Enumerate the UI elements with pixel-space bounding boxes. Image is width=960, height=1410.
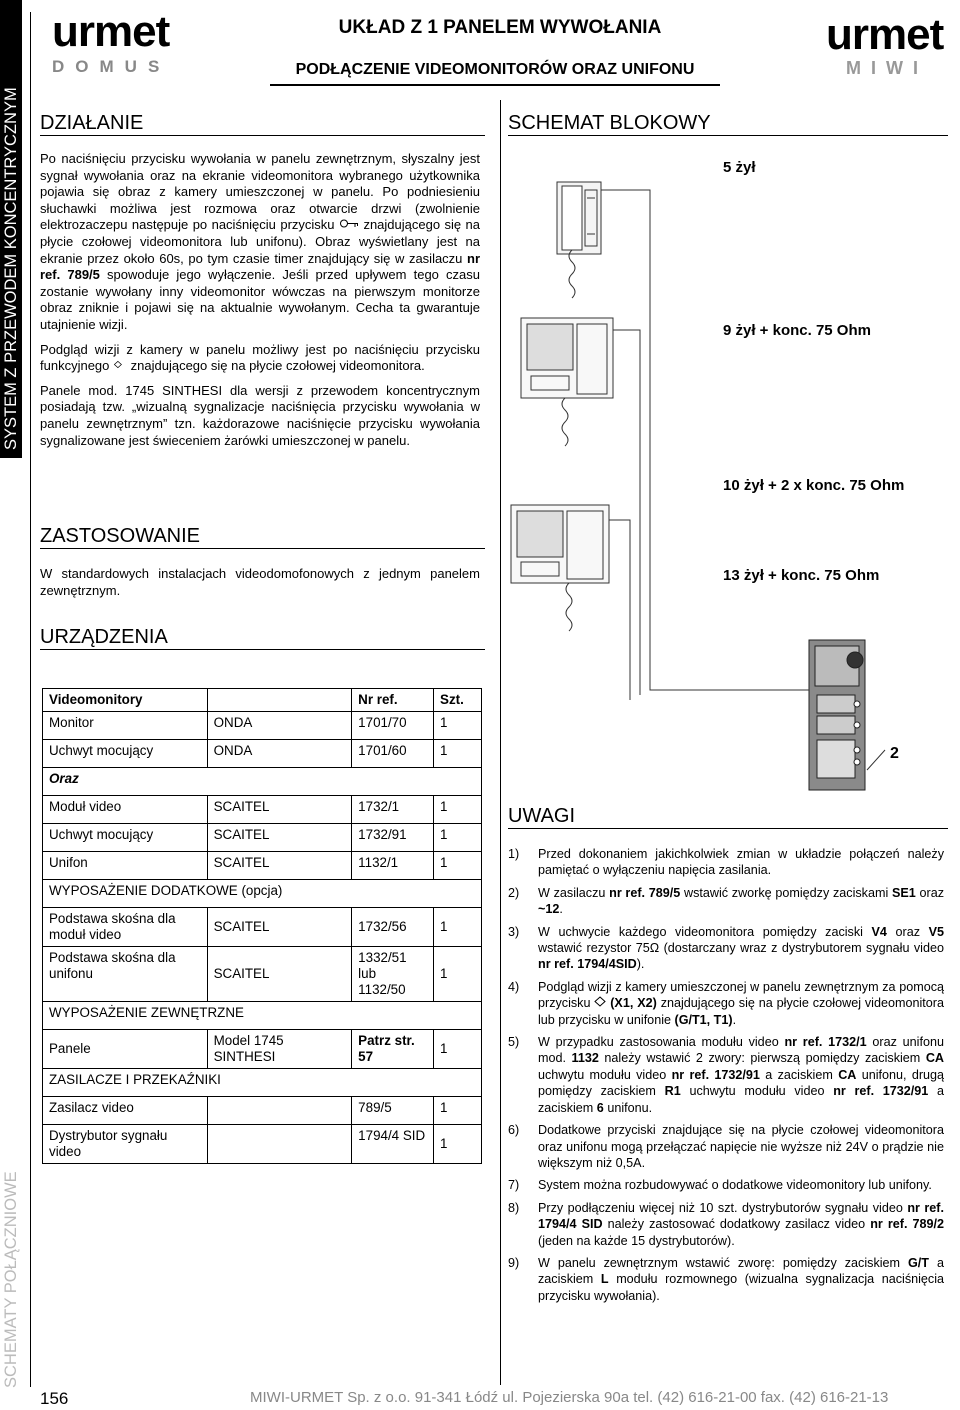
note-part: a zaciskiem [765, 1067, 833, 1082]
note-part: W przypadku zastosowania modułu video [538, 1035, 779, 1050]
dzialanie-para-3: Panele mod. 1745 SINTHESI dla wersji z przewodem koncentrycznym posiadają tzw. „wizualną sygnalizacje naciśnięcia przycisku wywołania w panelu zewnętrznym” tzn. każdorazowe naciśnięcie przycisku wywołania sygnalizowane jest świeceniem żarówki umieszczonej w panelu. [40, 382, 480, 448]
outdoor-panel [809, 640, 865, 790]
table-cell [207, 1097, 352, 1125]
dzialanie-p1-ref: nr ref. 789/5 [40, 250, 480, 283]
note-part: nr ref. 1732/1 [784, 1035, 867, 1050]
dzialanie-p2-a: Podgląd wizji z kamery w panelu możliwy jest po naciśnięciu przycisku funkcyjnego [40, 341, 480, 374]
table-cell: SCAITEL [207, 824, 352, 852]
note-item [508, 846, 944, 879]
table-cell: 1 [434, 908, 482, 947]
note-part: ~12 [538, 902, 560, 917]
dzialanie-text [40, 151, 480, 454]
note-part: V5 [928, 924, 944, 939]
table-cell: 1 [434, 824, 482, 852]
table-section-row [43, 1069, 482, 1097]
note-part: (X1, X2) [610, 996, 657, 1011]
table-cell: SCAITEL [207, 796, 352, 824]
zastosowanie-text: W standardowych instalacjach videodomofonowych z jednym panelem zewnętrznym. [40, 566, 480, 598]
note-part: znajdującego się na płycie czołowej videomonitora lub przycisku w unifonie [538, 996, 944, 1027]
note-part: a zaciskiem [538, 1084, 945, 1115]
table-header-row [43, 689, 482, 712]
table-cell: Unifon [43, 852, 208, 880]
table-row [43, 1125, 482, 1164]
note-part: uchwytu modułu video [538, 1067, 667, 1082]
table-section-cell: WYPOSAŻENIE DODATKOWE (opcja) [43, 880, 482, 908]
sidebar-bottom [0, 1100, 22, 1400]
note-part: wstawić rezystor 75Ω (dostarczany wraz z dystrybutorem sygnału video [538, 941, 944, 956]
table-row [43, 1097, 482, 1125]
note-text [538, 1200, 944, 1249]
note-part: oraz [919, 885, 945, 900]
header-rule [270, 84, 720, 86]
table-header-cell: Videomonitory [43, 689, 208, 712]
table-cell: SCAITEL [207, 947, 352, 1002]
table-cell: 1 [434, 796, 482, 824]
schemat-heading: SCHEMAT BLOKOWY [508, 112, 948, 136]
note-part: V4 [871, 924, 887, 939]
note-part: należy wstawić 2 zwory: pierwszą pomiędzy zaciskiem [604, 1051, 921, 1066]
table-cell: ONDA [207, 712, 352, 740]
note-part: SE1 [892, 885, 916, 900]
table-cell: 1701/70 [352, 712, 434, 740]
table-cell: Panele [43, 1030, 208, 1069]
table-cell [207, 1125, 352, 1164]
note-part: W uchwycie każdego videomonitora pomiędzy zaciski [538, 924, 863, 939]
note-number: 3) [508, 924, 520, 939]
left-vertical-line [30, 12, 31, 1387]
logo-right-sub: MIWI [846, 58, 928, 78]
table-cell: 1 [434, 712, 482, 740]
note-part: G/T [908, 1255, 930, 1270]
note-text: W zasilaczu nr ref. 789/5 wstawić zworkę pomiędzy zaciskami SE1 oraz ~12. [538, 885, 945, 917]
footer-address: MIWI-URMET Sp. z o.o. 91-341 Łódź ul. Pojezierska 90a tel. (42) 616-21-00 fax. (42) 616-21-13 [250, 1389, 889, 1406]
sidebar-top [0, 0, 22, 458]
key-icon [339, 218, 359, 229]
page-subtitle: PODŁĄCZENIE VIDEOMONITORÓW ORAZ UNIFONU [295, 61, 695, 78]
table-cell: 1732/56 [352, 908, 434, 947]
table-cell: Patrz str. 57 [352, 1030, 434, 1069]
note-item [508, 979, 944, 1028]
page-number: 156 [40, 1389, 69, 1408]
note-part: CA [838, 1067, 857, 1082]
wire-label-4: 13 żył + konc. 75 Ohm [723, 567, 880, 584]
note-number: 8) [508, 1200, 520, 1215]
equipment-table [42, 688, 482, 1164]
dzialanie-p2-b: znajdującego się na płycie czołowej videomonitora. [130, 358, 425, 374]
table-cell: Moduł video [43, 796, 208, 824]
note-text: Podgląd wizji z kamery umieszczonej w panelu zewnętrznym za pomocą przycisku (X1, X2) znajdującego się na płycie czołowej videomonitora lub przycisku w unifonie (G/T1, T1). [538, 979, 944, 1027]
note-part: W panelu zewnętrznym wstawić zworę: pomiędzy zaciskiem [538, 1255, 901, 1270]
table-cell: 1 [434, 1125, 482, 1164]
note-part: nr ref. 1732/91 [671, 1067, 760, 1082]
note-part: 6 [596, 1100, 604, 1115]
dzialanie-heading: DZIAŁANIE [40, 112, 485, 136]
table-cell: 789/5 [352, 1097, 434, 1125]
note-item [508, 1034, 944, 1116]
videomonitor-1 [521, 318, 613, 446]
urmet-miwi-logo [826, 12, 950, 82]
camera-view-icon [594, 996, 606, 1007]
note-part: nr ref. 1794/4SID [538, 957, 637, 972]
note-part: modułu rozmownego (wizualna sygnalizacja naciśnięcia przycisku wywołania). [538, 1272, 945, 1303]
dzialanie-p1-b: znajdującego się na płycie czołowej videomonitora lub unifonu). Obraz wyświetlany jest na ekranie przez około 60s, po tym czasie timer znajdujący się w zasilaczu [40, 217, 481, 266]
note-item [508, 885, 944, 918]
uwagi-list [508, 846, 944, 1310]
sidebar-top-label: SYSTEM Z PRZEWODEM KONCENTRYCZNYM [2, 87, 20, 450]
table-cell: 1732/1 [352, 796, 434, 824]
table-cell: 1732/91 [352, 824, 434, 852]
note-part: Podgląd wizji z kamery umieszczonej w panelu zewnętrznym za pomocą przycisku [538, 979, 944, 1011]
table-cell: Zasilacz video [43, 1097, 208, 1125]
table-section-row [43, 1002, 482, 1030]
table-cell: 1332/51 lub 1132/50 [352, 947, 434, 1002]
note-number: 1) [508, 847, 520, 861]
videomonitor-2 [511, 505, 609, 631]
sidebar-bottom-label: SCHEMATY POŁĄCZNIOWE [2, 1171, 20, 1388]
note-item [508, 1255, 944, 1304]
table-header-cell: Nr ref. [352, 689, 434, 712]
logo-right-main: urmet [826, 10, 944, 59]
block-diagram [505, 150, 955, 810]
note-number: 7) [508, 1178, 520, 1193]
note-part: Przy podłączeniu więcej niż 10 szt. dystrybutorów sygnału video [538, 1200, 903, 1215]
table-cell: 1701/60 [352, 740, 434, 768]
table-cell: Podstawa skośna dla unifonu [43, 947, 208, 1002]
table-row [43, 908, 482, 947]
note-part: (jeden na każde 15 dystrybutorów). [538, 1233, 735, 1248]
note-part: (G/T1, T1) [674, 1012, 733, 1027]
note-text: System można rozbudowywać o dodatkowe videomonitory lub unifony. [538, 1178, 932, 1193]
note-item [508, 1200, 944, 1249]
table-cell: 1794/4 SID [352, 1125, 434, 1164]
uwagi-heading: UWAGI [508, 805, 948, 829]
table-cell: 1132/1 [352, 852, 434, 880]
note-part: należy zastosować dodatkowy zasilacz video [607, 1217, 866, 1232]
table-row [43, 740, 482, 768]
note-part: oraz unifonu mod. [538, 1035, 944, 1066]
table-row [43, 1030, 482, 1069]
dzialanie-p1-a: Po naciśnięciu przycisku wywołania w panelu zewnętrznym, słyszalny jest sygnał wywołania oraz na ekranie videomonitora wybranego użytkownika pojawia się obraz z kamery umieszczonej w panelu. Po podniesieniu słuchawki możliwa jest rozmowa oraz otwarcie drzwi (zwolnienie elektrozaczepu następuje po naciśnięciu przycisku [40, 151, 480, 233]
note-part: W zasilaczu [538, 885, 606, 900]
note-part: L [600, 1272, 609, 1287]
table-cell: Monitor [43, 712, 208, 740]
logo-left-sub: DOMUS [52, 57, 171, 76]
note-part: 1132 [571, 1051, 599, 1066]
table-row [43, 852, 482, 880]
note-number: 6) [508, 1123, 520, 1138]
urzadzenia-heading: URZĄDZENIA [40, 626, 485, 650]
note-part: CA [925, 1051, 945, 1066]
zastosowanie-heading: ZASTOSOWANIE [40, 525, 485, 549]
table-header-cell: Szt. [434, 689, 482, 712]
note-part: R1 [664, 1084, 681, 1099]
note-part: nr ref. 1794/4 SID [538, 1200, 944, 1232]
table-cell: Podstawa skośna dla moduł video [43, 908, 208, 947]
dzialanie-para-1 [40, 151, 480, 334]
note-number-label: 2 [890, 745, 899, 762]
center-vertical-line [500, 100, 501, 1385]
note-text [538, 1034, 944, 1116]
camera-view-icon [113, 359, 127, 370]
wire-label-3: 10 żył + 2 x konc. 75 Ohm [723, 477, 905, 494]
logo-left-main: urmet [52, 7, 170, 56]
note-part: oraz [895, 924, 921, 939]
table-cell: 1 [434, 1030, 482, 1069]
table-cell: SCAITEL [207, 852, 352, 880]
table-cell: ONDA [207, 740, 352, 768]
note-item [508, 1177, 944, 1193]
note-part: nr ref. 789/2 [870, 1217, 945, 1232]
note-number: 2) [508, 885, 520, 900]
unifon-device [557, 182, 601, 298]
table-cell: 1 [434, 947, 482, 1002]
note-item [508, 924, 944, 973]
note-number: 9) [508, 1255, 520, 1270]
table-section-row [43, 768, 482, 796]
table-cell: SCAITEL [207, 908, 352, 947]
table-cell: Model 1745 SINTHESI [207, 1030, 352, 1069]
note-text: Dodatkowe przyciski znajdujące się na płycie czołowej videomonitora oraz unifonu mogą przełączać napięcie nie wyższe niż 24V o prądzie nie większym niż 0,5A. [538, 1123, 944, 1170]
note-number: 5) [508, 1035, 520, 1050]
note-part: uchwytu modułu video [689, 1084, 825, 1099]
dzialanie-p1-c: spowoduje jego wyłączenie. Jeśli przed upływem tego czasu zostanie wywołany inny videomonitor wówczas na pierwszym monitorze obraz zniknie i pojawi się na aktualnie wywołanym. Cecha ta gwarantuje utajnienie wizji. [40, 267, 481, 332]
table-row [43, 824, 482, 852]
table-row [43, 712, 482, 740]
table-header-cell [207, 689, 352, 712]
page-title: UKŁAD Z 1 PANELEM WYWOŁANIA [338, 17, 662, 38]
table-cell: Uchwyt mocujący [43, 824, 208, 852]
wire-label-1: 5 żył [723, 159, 756, 176]
table-cell: 1 [434, 1097, 482, 1125]
note-number: 4) [508, 979, 520, 994]
wire-label-2: 9 żył + konc. 75 Ohm [723, 322, 871, 339]
table-section-row [43, 880, 482, 908]
table-row [43, 947, 482, 1002]
note-part: wstawić zworkę pomiędzy zaciskami [683, 885, 889, 900]
note-text [538, 1255, 944, 1304]
table-section-cell: WYPOSAŻENIE ZEWNĘTRZNE [43, 1002, 482, 1030]
note-part: unifonu. [607, 1100, 653, 1115]
note-text: Przed dokonaniem jakichkolwiek zmian w układzie połączeń należy pamiętać o wyłączeniu napięcia zasilania. [538, 847, 944, 878]
note-part: a zaciskiem [538, 1255, 944, 1287]
note-part: unifonu, drugą pomiędzy zaciskiem [538, 1067, 945, 1099]
table-row [43, 796, 482, 824]
table-cell: Dystrybutor sygnału video [43, 1125, 208, 1164]
note-part: nr ref. 789/5 [609, 885, 681, 900]
table-cell: 1 [434, 740, 482, 768]
table-section-cell: ZASILACZE I PRZEKAŹNIKI [43, 1069, 482, 1097]
urmet-domus-logo [52, 8, 170, 84]
dzialanie-para-2 [40, 342, 480, 375]
note-part: nr ref. 1732/91 [833, 1084, 929, 1099]
note-text: W uchwycie każdego videomonitora pomiędzy zaciski V4 oraz V5 wstawić rezystor 75Ω (dostarczany wraz z dystrybutorem sygnału video nr ref. 1794/4SID). [538, 924, 944, 972]
table-cell: Uchwyt mocujący [43, 740, 208, 768]
note-item [508, 1122, 944, 1171]
table-section-cell: Oraz [43, 768, 482, 796]
table-cell: 1 [434, 852, 482, 880]
